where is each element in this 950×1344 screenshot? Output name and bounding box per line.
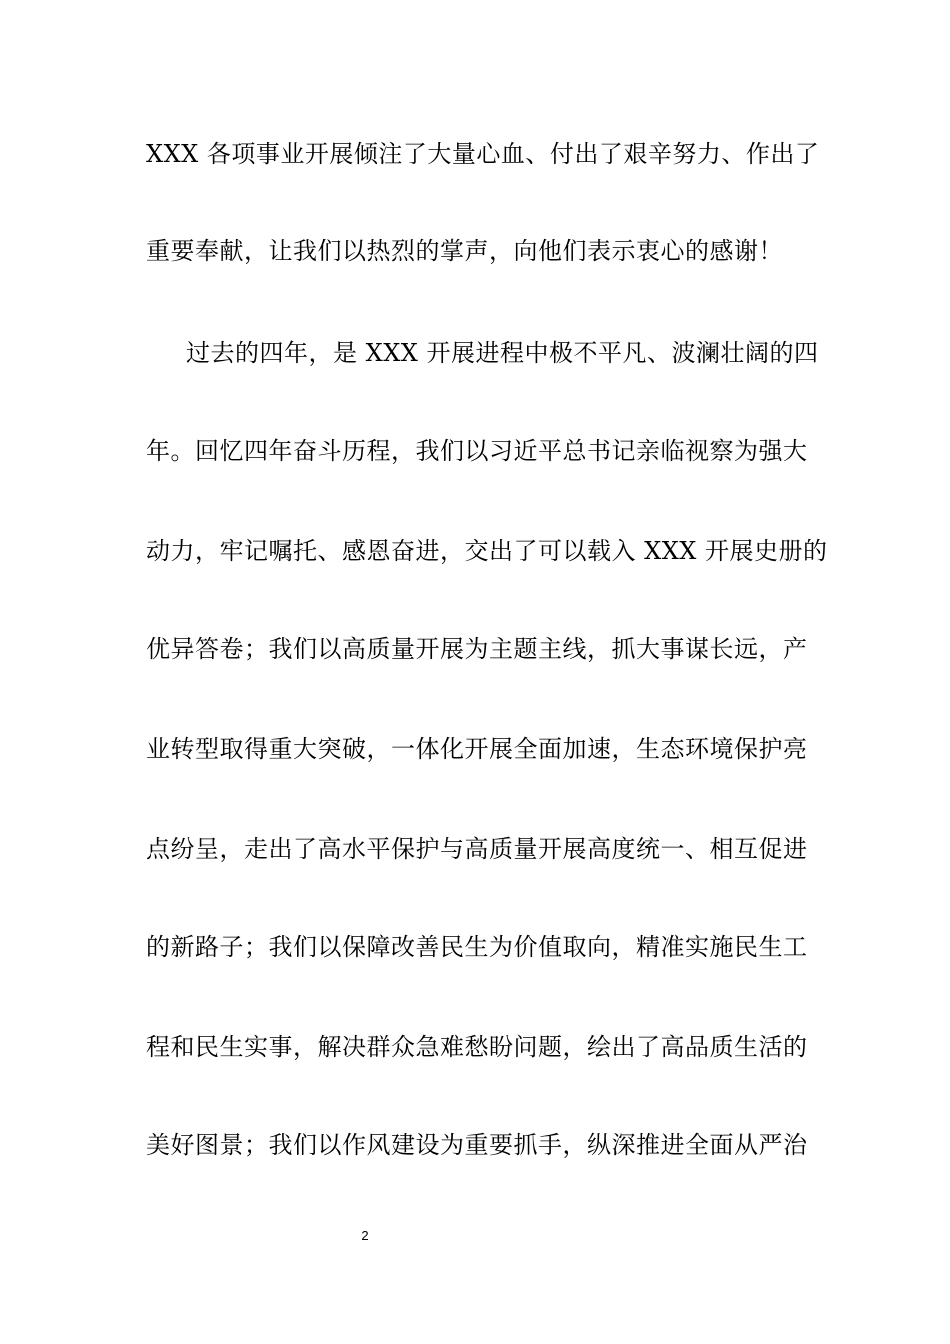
- text-line: 年。回忆四年奋斗历程，我们以习近平总书记亲临视察为强大: [146, 437, 808, 465]
- text-line: 点纷呈，走出了高水平保护与高质量开展高度统一、相互促进: [146, 835, 808, 863]
- text-line: 美好图景；我们以作风建设为重要抓手，纵深推进全面从严治: [146, 1131, 808, 1159]
- text-line: 优异答卷；我们以高质量开展为主题主线，抓大事谋长远，产: [146, 635, 808, 663]
- text-line: 动力，牢记嘱托、感恩奋进，交出了可以载入 XXX 开展史册的: [146, 537, 828, 565]
- text-line: 过去的四年，是 XXX 开展进程中极不平凡、波澜壮阔的四: [186, 339, 819, 367]
- page-number: 2: [361, 1228, 369, 1243]
- text-line: 程和民生实事，解决群众急难愁盼问题，绘出了高品质生活的: [146, 1033, 808, 1061]
- text-line: XXX 各项事业开展倾注了大量心血、付出了艰辛努力、作出了: [146, 140, 820, 168]
- text-line: 业转型取得重大突破，一体化开展全面加速，生态环境保护亮: [146, 735, 808, 763]
- text-line: 的新路子；我们以保障改善民生为价值取向，精准实施民生工: [146, 933, 808, 961]
- text-line: 重要奉献，让我们以热烈的掌声，向他们表示衷心的感谢！: [146, 237, 783, 265]
